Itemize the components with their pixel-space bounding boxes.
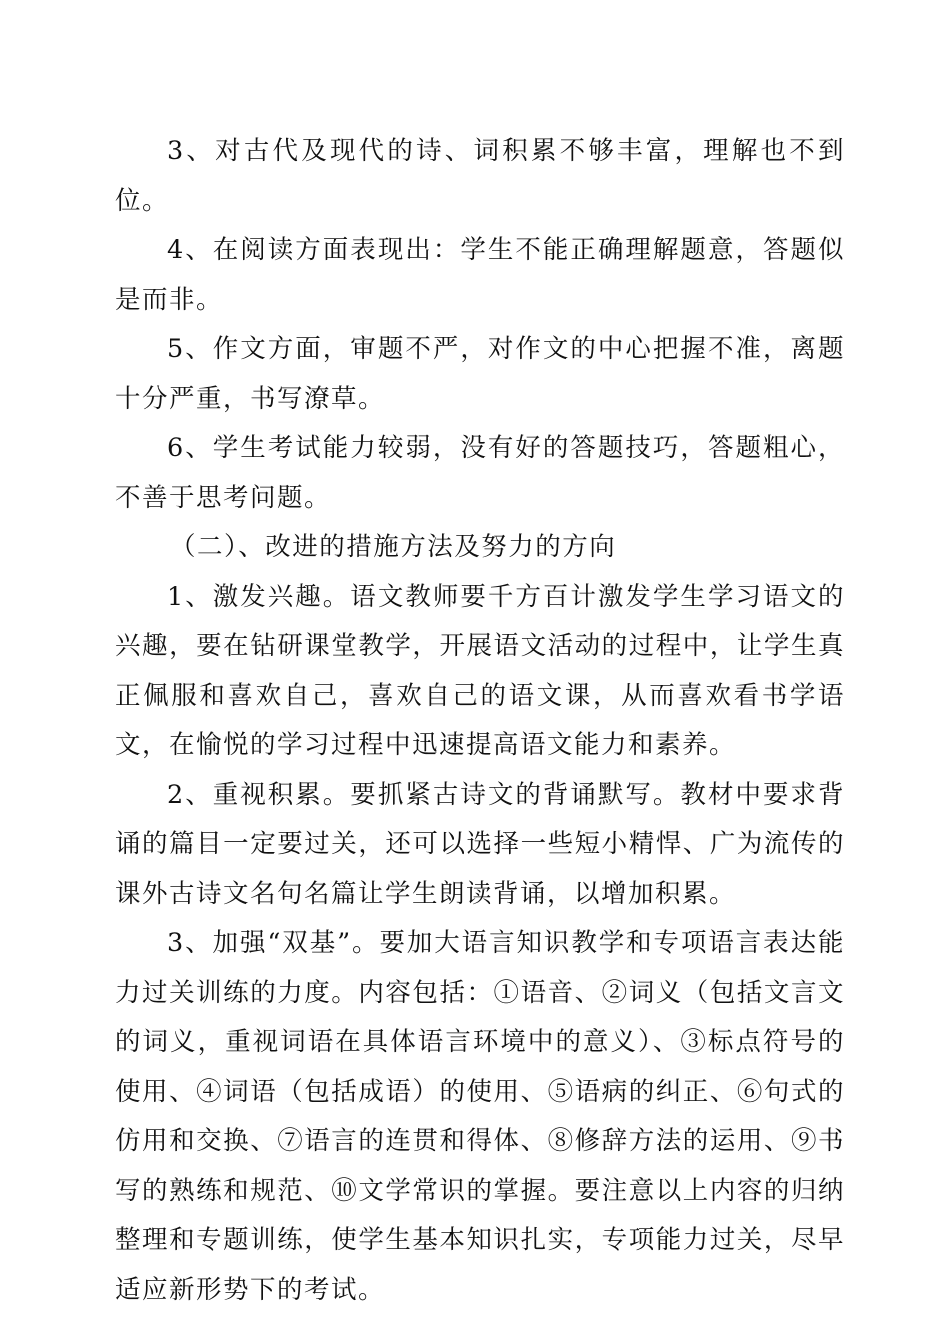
measure-item-2: 2、重视积累。要抓紧古诗文的背诵默写。教材中要求背诵的篇目一定要过关，还可以选择一些短小精悍、广为流传的课外古诗文名句名篇让学生朗读背诵，以增加积累。	[115, 779, 845, 909]
document-body	[115, 127, 845, 1315]
paragraph-item-3: 3、对古代及现代的诗、词积累不够丰富，理解也不到位。	[115, 136, 845, 216]
paragraph-item-6: 6、学生考试能力较弱，没有好的答题技巧，答题粗心，不善于思考问题。	[115, 433, 845, 513]
section-heading: （二）、改进的措施方法及努力的方向	[170, 532, 617, 562]
measure-item-3: 3、加强“双基”。要加大语言知识教学和专项语言表达能力过关训练的力度。内容包括：①语音、②词义（包括文言文的词义，重视词语在具体语言环境中的意义）、③标点符号的使用、④词语（包括成语）的使用、⑤语病的纠正、⑥句式的仿用和交换、⑦语言的连贯和得体、⑧修辞方法的运用、⑨书写的熟练和规范、⑩文学常识的掌握。要注意以上内容的归纳整理和专题训练，使学生基本知识扎实，专项能力过关，尽早适应新形势下的考试。	[115, 928, 845, 1305]
paragraph-item-5: 5、作文方面，审题不严，对作文的中心把握不准，离题十分严重，书写潦草。	[115, 334, 845, 414]
paragraph-item-4: 4、在阅读方面表现出：学生不能正确理解题意，答题似是而非。	[115, 235, 845, 315]
measure-item-1: 1、激发兴趣。语文教师要千方百计激发学生学习语文的兴趣，要在钻研课堂教学，开展语文活动的过程中，让学生真正佩服和喜欢自己，喜欢自己的语文课，从而喜欢看书学语文，在愉悦的学习过程中迅速提高语文能力和素养。	[115, 581, 845, 760]
